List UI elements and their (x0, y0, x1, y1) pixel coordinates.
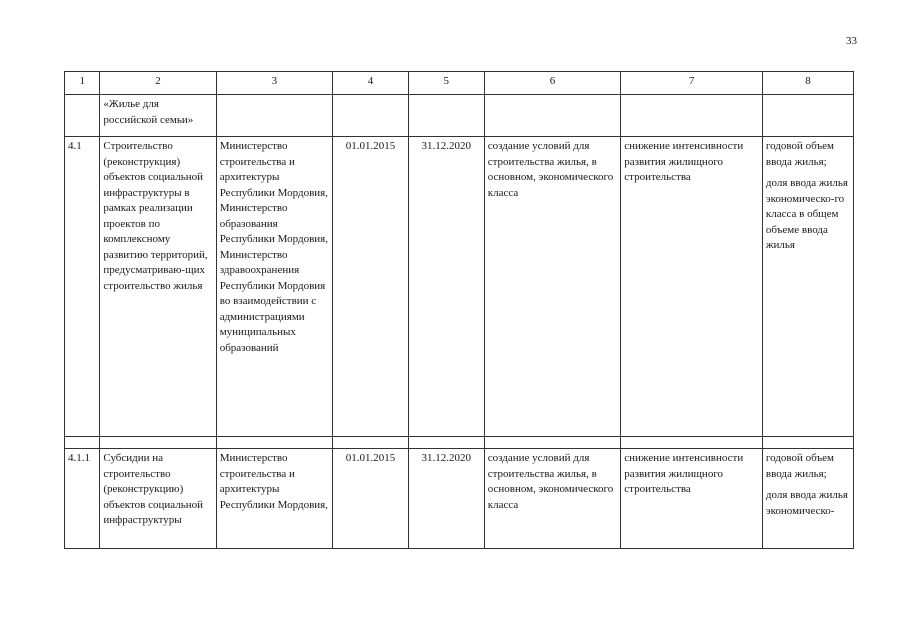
measure-name: Строительство (реконструкция) объектов социальной инфраструктуры в рамках реализации проектов по комплексному развитию территорий, предусматриваю-щих строительство жилья (100, 137, 216, 437)
column-header: 2 (100, 72, 216, 95)
indicators (762, 449, 853, 549)
consequence: снижение интенсивности развития жилищного строительства (621, 449, 763, 549)
column-header: 8 (762, 72, 853, 95)
program-measures-table (64, 71, 854, 549)
column-number-row (65, 72, 854, 95)
column-header: 6 (484, 72, 621, 95)
spacer-row (65, 437, 854, 449)
table-cell (621, 95, 763, 137)
column-header: 1 (65, 72, 100, 95)
column-header: 5 (408, 72, 484, 95)
row-number: 4.1.1 (65, 449, 100, 549)
indicators (762, 137, 853, 437)
continued-row (65, 95, 854, 137)
row-number: 4.1 (65, 137, 100, 437)
table-cell (216, 95, 332, 137)
table-cell (65, 95, 100, 137)
table-cell (333, 95, 409, 137)
column-header: 4 (333, 72, 409, 95)
table-cell (762, 95, 853, 137)
executor: Министерство строительства и архитектуры Республики Мордовия, (216, 449, 332, 549)
end-date: 31.12.2020 (408, 449, 484, 549)
indicator: годовой объем ввода жилья; (765, 452, 835, 480)
end-date: 31.12.2020 (408, 137, 484, 437)
column-header: 7 (621, 72, 763, 95)
consequence: снижение интенсивности развития жилищного строительства (621, 137, 763, 437)
executor: Министерство строительства и архитектуры Республики Мордовия, Министерство образования Республики Мордовия, Министерство здравоохранения Республики Мордовия во взаимодействии с администрациями муниципальных образований (216, 137, 332, 437)
expected-result: создание условий для строительства жилья, в основном, экономического класса (484, 137, 621, 437)
column-header: 3 (216, 72, 332, 95)
table-row (65, 449, 854, 549)
table-row (65, 137, 854, 437)
start-date: 01.01.2015 (333, 137, 409, 437)
page-number: 33 (846, 35, 857, 47)
table-cell: «Жилье для российской семьи» (100, 95, 216, 137)
indicator: доля ввода жилья экономическо- (765, 489, 848, 517)
measure-name: Субсидии на строительство (реконструкцию) объектов социальной инфраструктуры (100, 449, 216, 549)
indicator: доля ввода жилья экономическо-го класса в общем объеме ввода жилья (765, 177, 848, 251)
expected-result: создание условий для строительства жилья, в основном, экономического класса (484, 449, 621, 549)
indicator: годовой объем ввода жилья; (765, 140, 835, 168)
start-date: 01.01.2015 (333, 449, 409, 549)
table-cell (408, 95, 484, 137)
table-cell (484, 95, 621, 137)
